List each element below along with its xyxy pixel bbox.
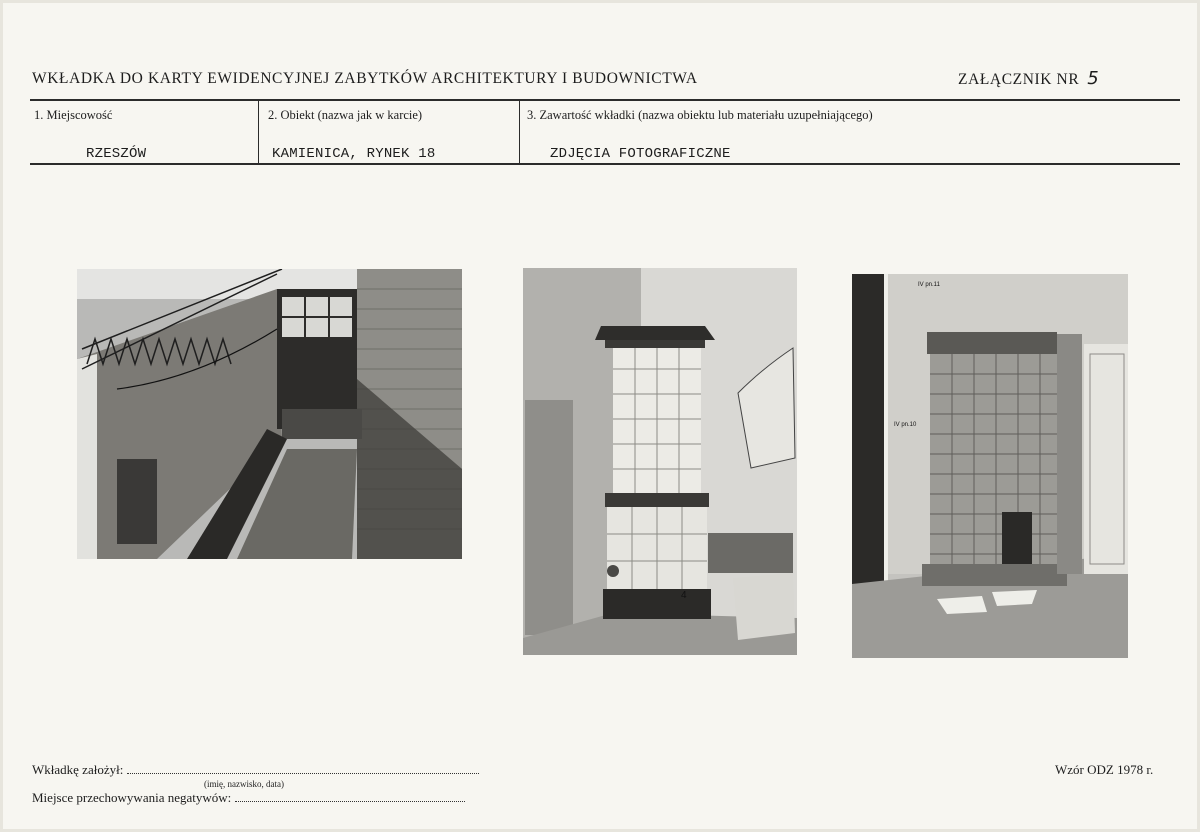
header-rule-top [30,99,1180,101]
negatives-row [32,790,465,806]
negatives-label: Miejsce przechowywania negatywów: [32,790,232,805]
photo-tiled-stove-doorway [852,274,1128,658]
header-rule-bottom [30,163,1180,165]
field-locality-value: RZESZÓW [86,146,147,162]
photo-mark-4: 4 [681,590,687,601]
created-by-label: Wkładkę założył: [32,762,124,777]
field-object-value: KAMIENICA, RYNEK 18 [272,146,436,162]
column-divider-1 [258,101,259,164]
photo-courtyard-galleries [77,269,462,559]
field-contents-value: ZDJĘCIA FOTOGRAFICZNE [550,146,731,162]
field-contents-label: 3. Zawartość wkładki (nazwa obiektu lub materiału uzupełniającego) [527,108,873,122]
column-divider-2 [519,101,520,164]
created-by-row [32,762,479,778]
created-by-hint: (imię, nazwisko, data) [204,779,284,789]
template-note: Wzór ODZ 1978 r. [1055,762,1154,777]
field-locality-label: 1. Miejscowość [34,108,113,122]
annex-number-value: 5 [1087,68,1100,89]
created-by-field[interactable] [127,773,479,774]
photo-tiled-stove-corner [523,268,797,655]
field-object-label: 2. Obiekt (nazwa jak w karcie) [268,108,423,122]
annex-number [958,68,1099,89]
annex-label: ZAŁĄCZNIK NR [958,71,1080,88]
negatives-location-field[interactable] [235,801,465,802]
photo-mark-wall: IV pn.10 [894,422,917,428]
photo-mark-top: IV pn.11 [918,282,940,288]
form-title: WKŁADKA DO KARTY EWIDENCYJNEJ ZABYTKÓW ARCHITEKTURY I BUDOWNICTWA [32,70,698,87]
